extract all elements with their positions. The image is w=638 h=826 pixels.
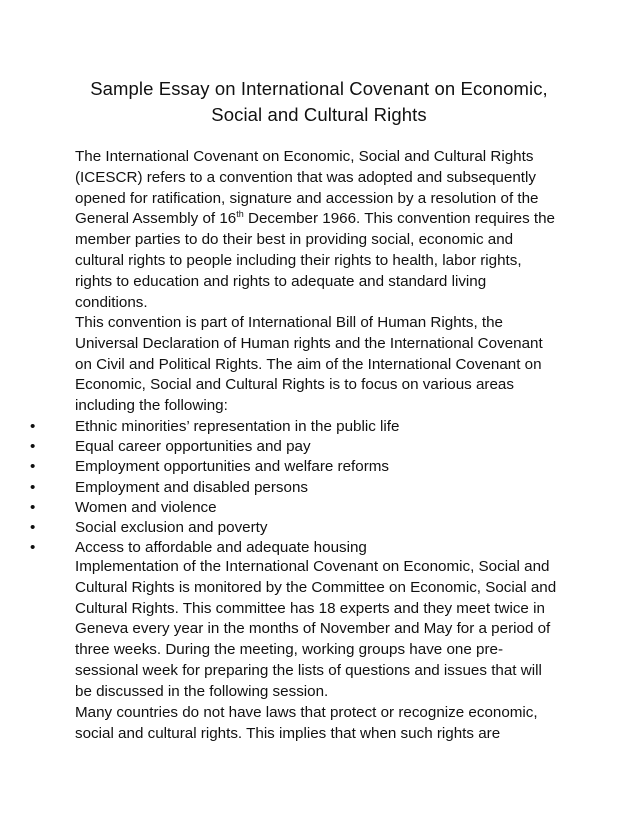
- text-line: Geneva every year in the months of November and May for a period of: [75, 620, 551, 638]
- text-line: This convention is part of International Bill of Human Rights, the: [75, 314, 504, 331]
- list-item-text: Access to affordable and adequate housing: [75, 539, 367, 557]
- list-item: [0, 498, 600, 518]
- text-line: rights to education and rights to adequate and standard living: [75, 272, 487, 290]
- text-line: on Civil and Political Rights. The aim of the International Covenant on: [75, 355, 542, 373]
- bullet-icon: •: [30, 519, 36, 537]
- text-line: Universal Declaration of Human rights and the International Covenant: [75, 334, 543, 352]
- bullet-icon: •: [30, 418, 36, 435]
- text-line: be discussed in the following session.: [75, 682, 329, 700]
- essay-title: [40, 76, 598, 128]
- text-line-with-date: [75, 209, 565, 230]
- list-item: [0, 478, 600, 498]
- text-line: Cultural Rights is monitored by the Committee on Economic, Social and: [75, 578, 557, 596]
- essay-title-line-2: Social and Cultural Rights: [211, 104, 427, 125]
- committee-paragraph: [75, 557, 565, 703]
- text-line: Economic, Social and Cultural Rights is to focus on various areas: [75, 376, 514, 394]
- covenant-aims-paragraph: [75, 313, 565, 417]
- list-item: [0, 518, 600, 538]
- bullet-icon: •: [30, 539, 36, 557]
- list-item-text: Employment and disabled persons: [75, 478, 309, 496]
- text-line: Implementation of the International Covenant on Economic, Social and: [75, 558, 550, 575]
- list-item-text: Equal career opportunities and pay: [75, 438, 311, 456]
- legal-recognition-paragraph: [75, 703, 565, 745]
- date-suffix-text: December 1966. This convention requires the: [243, 210, 556, 228]
- text-line: including the following:: [75, 397, 228, 415]
- text-line: (ICESCR) refers to a convention that was adopted and subsequently: [75, 168, 536, 186]
- text-line: opened for ratification, signature and accession by a resolution of the: [75, 189, 539, 207]
- bullet-icon: •: [30, 458, 36, 476]
- text-line: three weeks. During the meeting, working groups have one pre-: [75, 641, 504, 659]
- list-item: [0, 417, 600, 437]
- essay-title-line-1: Sample Essay on International Covenant on Economic,: [90, 78, 548, 99]
- text-line: cultural rights to people including their rights to health, labor rights,: [75, 251, 522, 269]
- intro-paragraph: [75, 147, 565, 313]
- bullet-icon: •: [30, 478, 36, 496]
- list-item-text: Ethnic minorities’ representation in the public life: [75, 418, 400, 435]
- text-line: Cultural Rights. This committee has 18 experts and they meet twice in: [75, 599, 545, 617]
- text-line: The International Covenant on Economic, Social and Cultural Rights: [75, 148, 534, 165]
- bullet-icon: •: [30, 438, 36, 456]
- list-item: [0, 437, 600, 457]
- date-prefix-text: General Assembly of 16: [75, 210, 237, 228]
- list-item: [0, 457, 600, 477]
- text-line: conditions.: [75, 293, 148, 311]
- text-line: sessional week for preparing the lists of questions and issues that will: [75, 661, 542, 679]
- text-line: member parties to do their best in providing social, economic and: [75, 231, 514, 249]
- bullet-icon: •: [30, 498, 36, 516]
- text-line: Many countries do not have laws that protect or recognize economic,: [75, 704, 538, 721]
- list-item-text: Social exclusion and poverty: [75, 519, 268, 537]
- list-item-text: Women and violence: [75, 498, 217, 516]
- ordinal-suffix: th: [236, 209, 244, 220]
- list-item: [0, 538, 600, 558]
- list-item-text: Employment opportunities and welfare reforms: [75, 458, 390, 476]
- text-line: social and cultural rights. This implies that when such rights are: [75, 724, 501, 742]
- focus-areas-list: [0, 417, 600, 558]
